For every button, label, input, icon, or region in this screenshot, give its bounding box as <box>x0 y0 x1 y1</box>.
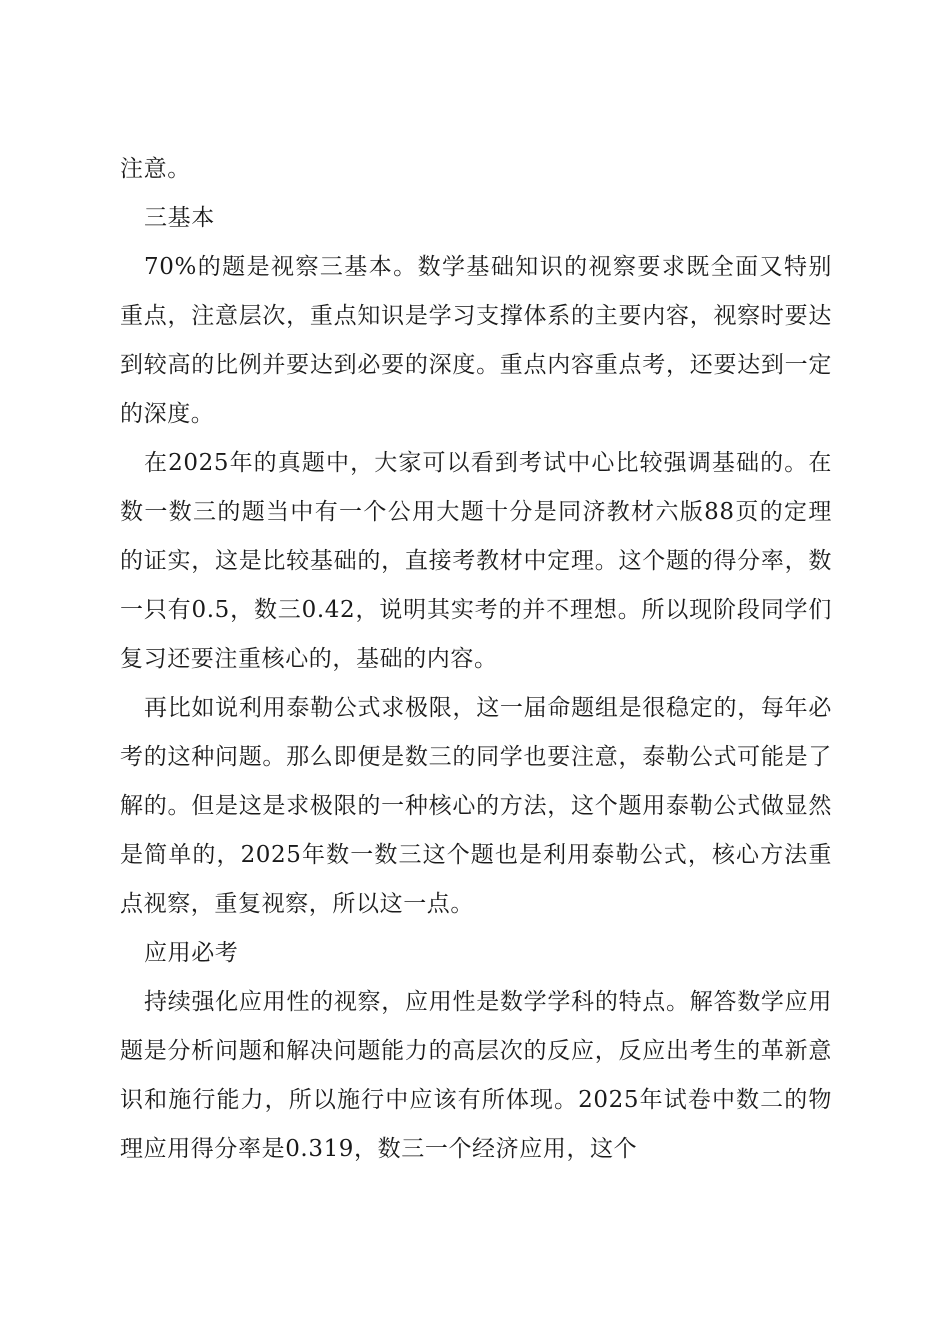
paragraph: 再比如说利用泰勒公式求极限，这一届命题组是很稳定的，每年必考的这种问题。那么即便是数三的同学也要注意，泰勒公式可能是了解的。但是这是求极限的一种核心的方法，这个题用泰勒公式做显然是简单的，2025年数一数三这个题也是利用泰勒公式，核心方法重点视察，重复视察，所以这一点。 <box>120 695 832 917</box>
document-body <box>120 145 832 1174</box>
paragraph: 70%的题是视察三基本。数学基础知识的视察要求既全面又特别重点，注意层次，重点知识是学习支撑体系的主要内容，视察时要达到较高的比例并要达到必要的深度。重点内容重点考，还要达到一定的深度。 <box>120 254 832 427</box>
paragraph: 在2025年的真题中，大家可以看到考试中心比较强调基础的。在数一数三的题当中有一个公用大题十分是同济教材六版88页的定理的证实，这是比较基础的，直接考教材中定理。这个题的得分率，数一只有0.5，数三0.42，说明其实考的并不理想。所以现阶段同学们复习还要注重核心的，基础的内容。 <box>120 450 832 672</box>
paragraph: 持续强化应用性的视察，应用性是数学学科的特点。解答数学应用题是分析问题和解决问题能力的高层次的反应，反应出考生的革新意识和施行能力，所以施行中应该有所体现。2025年试卷中数二的物理应用得分率是0.319，数三一个经济应用，这个 <box>120 989 832 1162</box>
paragraph-continued: 注意。 <box>120 156 191 182</box>
section-heading-ying-yong-bi-kao: 应用必考 <box>144 940 239 966</box>
section-heading-san-ji-ben: 三基本 <box>144 205 215 231</box>
